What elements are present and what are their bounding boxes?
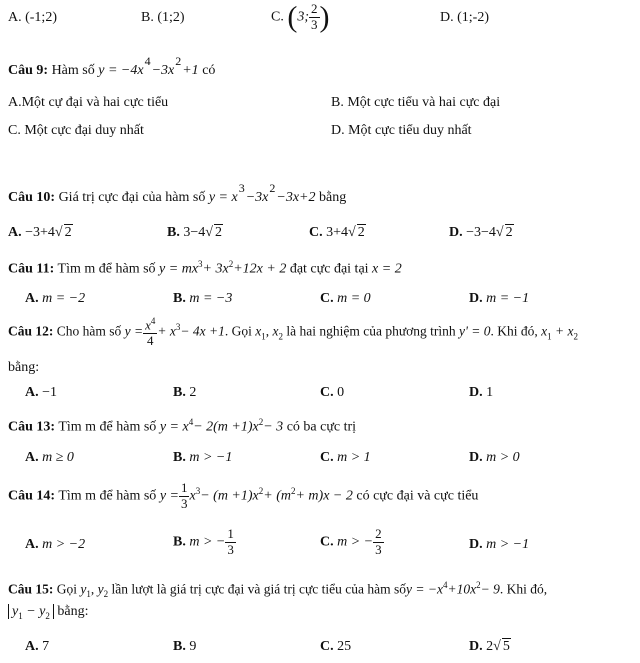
q15-stem (8, 581, 547, 599)
q12-text: Cho hàm số (56, 323, 122, 339)
q12-formula-numerator-base: x (145, 317, 151, 333)
q11-option-d-label: D. (469, 291, 483, 306)
q8-option-d: D. (1;-2) (440, 10, 489, 25)
q13-option-d-label: D. (469, 450, 483, 465)
q14-option-a (25, 538, 85, 552)
q12-mid-1: . Gọi (224, 323, 252, 339)
q10-option-c: C. 3+4√ 2 (309, 225, 365, 240)
q11-text: Tìm m để hàm số (57, 261, 156, 277)
q10-option-c-label: C. (309, 225, 323, 240)
q14-formula-part-1: x (189, 488, 196, 504)
q14-option-b-value: m > − (189, 534, 226, 550)
q12-sum-x1-sub: 1 (547, 331, 552, 342)
q11-option-d (469, 292, 529, 306)
q10-option-b-radicand: 2 (214, 225, 222, 240)
q15-formula-part-2: +10x (447, 581, 477, 597)
q15-abs-y1-sub: 1 (18, 610, 23, 621)
q12-formula-lhs: y = (124, 323, 144, 339)
q9-option-a: A.Một cự đại và hai cực tiểu (8, 95, 169, 110)
q12-formula-denominator: 4 (147, 333, 154, 349)
q11-option-b-label: B. (173, 291, 186, 306)
q10-option-d-radicand: 2 (505, 225, 513, 240)
q11-formula-part-3: +12x + 2 (233, 261, 287, 277)
q12-sum-plus: + x (551, 323, 574, 339)
q9-text: Hàm số (51, 63, 95, 78)
q12-option-c-value: 0 (337, 385, 345, 400)
q8-option-a: A. (-1;2) (8, 10, 57, 25)
q14-formula-denominator: 3 (180, 495, 188, 511)
q13-label: Câu 13: (8, 419, 56, 435)
q11-option-b-value: m = −3 (189, 291, 233, 306)
q14-option-a-label: A. (25, 537, 39, 552)
q12-x2: x (272, 323, 279, 339)
q15-y1-sub: 1 (86, 589, 91, 600)
q10-option-c-radicand: 2 (357, 225, 365, 240)
q15-abs-y1: y (12, 604, 19, 619)
q12-option-b (173, 386, 196, 400)
q14-option-b-fraction (225, 527, 236, 558)
q12-formula-fraction (143, 316, 157, 349)
q14-formula-numerator: 1 (180, 480, 188, 495)
q10-formula-mid: −3x (245, 190, 269, 205)
q12-x1-sub: 1 (261, 331, 266, 342)
q14-option-b (173, 527, 236, 558)
q12-sum-x2-sub: 2 (573, 331, 579, 342)
q15-option-b (173, 640, 196, 654)
q8-option-c-open: ( (287, 0, 298, 34)
q13-option-b (173, 451, 232, 465)
q10-option-b-label: B. (167, 225, 180, 240)
q15-option-d-label: D. (469, 639, 483, 654)
q13-option-a (25, 451, 74, 465)
q14-option-b-num: 1 (227, 526, 234, 541)
q14-text: Tìm m để hàm số (58, 488, 157, 504)
q12-option-a (25, 386, 57, 400)
q12-option-d-value: 1 (486, 385, 494, 400)
q13-option-b-label: B. (173, 450, 186, 465)
q13-option-c-value: m > 1 (337, 450, 371, 465)
q10-option-d-label: D. (449, 225, 463, 240)
q14-option-b-den: 3 (227, 541, 234, 557)
q8-option-c (271, 2, 330, 33)
q9-label: Câu 9: (8, 63, 49, 78)
q12-formula-numerator (143, 316, 157, 334)
q9-tail: có (202, 63, 216, 78)
q8-option-c-close: ) (319, 0, 330, 34)
q13-option-d (469, 451, 520, 465)
q12-formula-rest-1: + x (157, 323, 176, 339)
q14-formula-power-2: 2 (258, 486, 264, 496)
q15-label: Câu 15: (8, 581, 54, 597)
q12-option-a-label: A. (25, 385, 39, 400)
q13-option-a-value: m ≥ 0 (42, 450, 74, 465)
q13-formula-power-1: 4 (188, 417, 194, 427)
q10-option-a-value: −3+4 (25, 225, 55, 240)
q12-option-d (469, 386, 493, 400)
q12-option-c-label: C. (320, 385, 334, 400)
q10-formula-power-2: 2 (269, 181, 276, 195)
q10-option-a-label: A. (8, 225, 22, 240)
q14-formula-part-3: + (m (263, 488, 291, 504)
q12-x1: x (255, 323, 262, 339)
q15-formula-part-3: − 9 (480, 581, 500, 597)
q9-option-d: D. Một cực tiểu duy nhất (331, 123, 472, 138)
q10-stem (8, 181, 347, 205)
q15-option-c-value: 25 (337, 639, 352, 654)
q15-abs-minus: − y (22, 604, 46, 619)
q14-formula-part-2: − (m +1)x (200, 488, 259, 504)
q14-formula-part-4: + m)x − 2 (295, 488, 353, 504)
q13-tail: có ba cực trị (286, 419, 357, 435)
q12-formula-numerator-power: 4 (150, 316, 156, 326)
q11-option-c (320, 292, 371, 306)
q9-formula-power-1: 4 (144, 54, 151, 68)
q9-formula-lhs: y = −4x (98, 63, 144, 78)
q12-line-2: bằng: (8, 360, 40, 375)
q12-label: Câu 12: (8, 323, 54, 339)
q10-option-a: A. −3+4√ 2 (8, 225, 72, 240)
q15-option-d: D. 2√ 5 (469, 639, 510, 654)
q11-option-b (173, 292, 232, 306)
q13-formula-part-3: − 3 (263, 419, 284, 435)
q15-formula-power-1: 4 (442, 580, 448, 590)
q12-formula-rest-power: 3 (175, 322, 181, 333)
q12-formula-rest-2: − 4x +1 (180, 323, 225, 339)
q13-option-b-value: m > −1 (189, 450, 233, 465)
q10-formula-power-1: 3 (238, 181, 245, 195)
q15-option-d-radicand: 5 (502, 639, 510, 654)
q10-tail: bằng (318, 190, 347, 205)
q15-line-2 (8, 605, 89, 621)
q14-option-c-value: m > − (337, 534, 374, 550)
q10-option-a-radicand: 2 (64, 225, 72, 240)
q8-option-c-den: 3 (311, 16, 318, 32)
q12-separator: , (265, 323, 270, 339)
q14-formula-power-3: 2 (290, 486, 296, 496)
q12-option-d-label: D. (469, 385, 483, 400)
q15-y2-sub: 2 (103, 589, 109, 600)
q15-option-c (320, 640, 351, 654)
q14-option-d-label: D. (469, 537, 483, 552)
q11-formula-power-2: 2 (228, 259, 234, 269)
q13-option-d-value: m > 0 (486, 450, 520, 465)
q15-y2: y (97, 581, 104, 597)
q14-formula-lhs: y = (159, 488, 179, 504)
q11-option-d-value: m = −1 (486, 291, 530, 306)
q13-option-c-label: C. (320, 450, 334, 465)
q15-option-a (25, 640, 49, 654)
q11-mid: đạt cực đại tại (289, 261, 369, 277)
q13-stem (8, 418, 356, 435)
q14-tail: có cực đại và cực tiểu (356, 488, 479, 504)
q10-option-b: B. 3−4√ 2 (167, 225, 222, 240)
q11-formula-power-1: 3 (198, 259, 203, 269)
q15-option-c-label: C. (320, 639, 334, 654)
q9-stem (8, 54, 216, 78)
q12-option-a-value: −1 (42, 385, 58, 400)
q10-option-b-value: 3−4 (183, 225, 206, 240)
q8-option-b: B. (1;2) (141, 10, 185, 25)
q14-stem (8, 481, 478, 512)
q14-option-c-label: C. (320, 534, 334, 550)
q13-text: Tìm m để hàm số (58, 419, 157, 435)
q14-option-c (320, 527, 384, 558)
q10-label: Câu 10: (8, 190, 56, 205)
q15-abs-y2-sub: 2 (45, 610, 50, 621)
q10-option-d: D. −3−4√ 2 (449, 225, 513, 240)
q14-option-b-label: B. (173, 534, 186, 550)
q14-formula-power-1: 3 (195, 486, 201, 496)
q15-option-b-label: B. (173, 639, 186, 654)
q8-option-c-label: C. (271, 9, 284, 25)
q11-label: Câu 11: (8, 261, 55, 277)
q9-option-b: B. Một cực tiểu và hai cực đại (331, 95, 501, 110)
q15-separator: , (90, 581, 95, 597)
q12-option-c (320, 386, 344, 400)
q13-formula-part-2: − 2(m +1)x (193, 419, 259, 435)
q10-text: Giá trị cực đại của hàm số (58, 190, 206, 205)
q14-option-d-value: m > −1 (486, 537, 530, 552)
q12-equation: y' = 0 (459, 323, 491, 339)
q15-formula-part-1: y = −x (406, 581, 443, 597)
q11-formula-part-2: + 3x (202, 261, 229, 277)
q14-option-c-fraction (373, 527, 384, 558)
q13-option-a-label: A. (25, 450, 39, 465)
q11-option-a-label: A. (25, 291, 39, 306)
q13-formula-power-2: 2 (258, 417, 264, 427)
q12-option-b-label: B. (173, 385, 186, 400)
q11-option-c-value: m = 0 (337, 291, 371, 306)
q15-line-2-text: bằng: (57, 604, 89, 619)
q15-y1: y (80, 581, 87, 597)
q11-condition: x = 2 (372, 261, 402, 277)
q10-formula-end: −3x+2 (276, 190, 316, 205)
q15-text-2: lần lượt là giá trị cực đại và giá trị cực tiểu của hàm số (111, 581, 406, 597)
q12-stem (8, 316, 578, 349)
q9-option-c: C. Một cực đại duy nhất (8, 123, 144, 138)
q11-formula-part-1: y = mx (159, 261, 199, 277)
q14-option-d (469, 538, 529, 552)
q15-option-d-value: 2 (486, 639, 494, 654)
q9-formula-power-2: 2 (175, 54, 182, 68)
q15-formula-power-2: 2 (476, 580, 481, 590)
q8-option-c-fraction (309, 2, 320, 33)
q15-text-1: Gọi (56, 581, 78, 597)
q10-option-d-value: −3−4 (466, 225, 496, 240)
q13-formula-part-1: y = x (159, 419, 189, 435)
q10-option-c-value: 3+4 (326, 225, 349, 240)
q11-option-a (25, 292, 85, 306)
q15-abs-expression (8, 604, 54, 619)
q12-mid-3: . Khi đó, (490, 323, 538, 339)
q8-option-c-left: 3; (297, 9, 310, 25)
q11-option-a-value: m = −2 (42, 291, 86, 306)
q14-formula-fraction (179, 481, 190, 512)
q12-mid-2: là hai nghiệm của phương trình (286, 323, 456, 339)
q15-text-3: . Khi đó, (499, 581, 548, 597)
q14-label: Câu 14: (8, 488, 56, 504)
q15-option-a-value: 7 (42, 639, 50, 654)
q12-x2-sub: 2 (278, 331, 283, 342)
q8-option-c-num: 2 (311, 1, 318, 16)
q12-sum-x1: x (541, 323, 548, 339)
q10-formula-lhs: y = x (208, 190, 238, 205)
q14-option-a-value: m > −2 (42, 537, 86, 552)
q15-option-a-label: A. (25, 639, 39, 654)
q14-option-c-den: 3 (375, 541, 382, 557)
q14-option-c-num: 2 (375, 526, 382, 541)
q9-formula-end: +1 (182, 63, 199, 78)
q12-option-b-value: 2 (189, 385, 197, 400)
q11-option-c-label: C. (320, 291, 334, 306)
q9-formula-mid: −3x (151, 63, 175, 78)
q13-option-c (320, 451, 371, 465)
q11-stem (8, 260, 402, 277)
q15-option-b-value: 9 (189, 639, 197, 654)
